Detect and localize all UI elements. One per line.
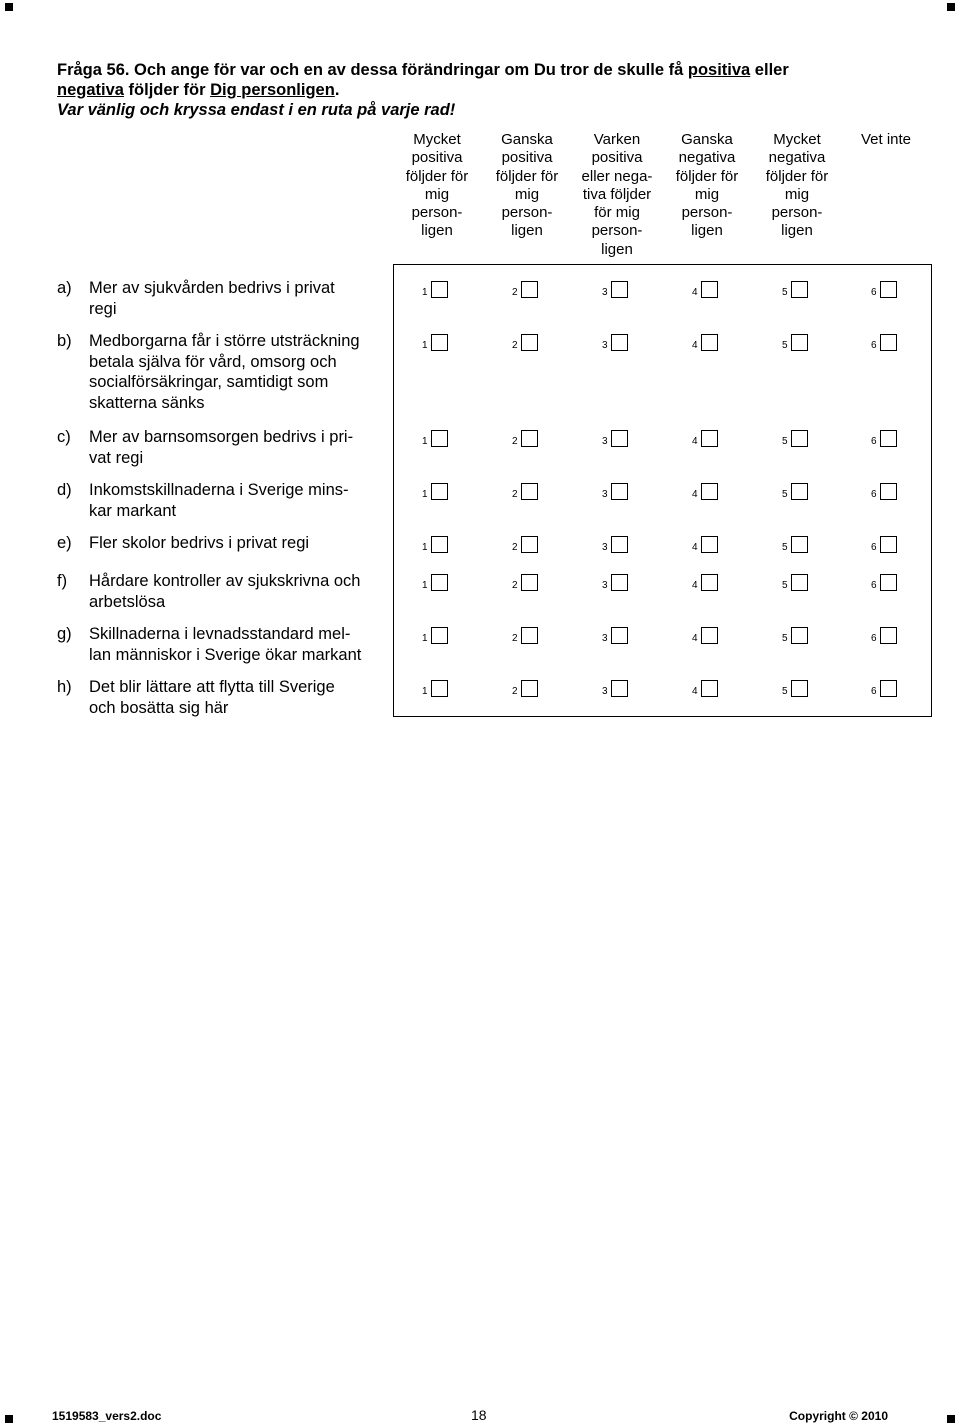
column-header-5: Mycket negativa följder för mig person- ligen — [765, 131, 829, 240]
answer-option[interactable] — [602, 624, 662, 644]
checkbox[interactable] — [521, 627, 538, 644]
answer-option[interactable] — [602, 677, 662, 697]
answer-option[interactable] — [692, 331, 752, 351]
question-line-2: negativa följder för Dig personligen. — [57, 81, 340, 99]
footer-page-number: 18 — [471, 1407, 487, 1423]
answer-option[interactable] — [422, 278, 482, 298]
answer-option[interactable] — [422, 624, 482, 644]
option-number: 5 — [782, 633, 788, 644]
answer-option[interactable] — [602, 533, 662, 553]
option-number: 6 — [871, 686, 877, 697]
option-number: 2 — [512, 542, 518, 553]
answer-option[interactable] — [512, 427, 572, 447]
checkbox[interactable] — [880, 680, 897, 697]
option-number: 2 — [512, 633, 518, 644]
checkbox[interactable] — [701, 281, 718, 298]
option-number: 1 — [422, 686, 428, 697]
checkbox[interactable] — [701, 680, 718, 697]
question-heading — [57, 60, 917, 120]
option-number: 3 — [602, 580, 608, 591]
checkbox[interactable] — [611, 483, 628, 500]
option-number: 1 — [422, 489, 428, 500]
option-number: 1 — [422, 580, 428, 591]
answer-option[interactable] — [692, 278, 752, 298]
option-number: 2 — [512, 436, 518, 447]
answer-option[interactable] — [602, 480, 662, 500]
option-number: 1 — [422, 633, 428, 644]
option-number: 3 — [602, 436, 608, 447]
option-number: 2 — [512, 686, 518, 697]
checkbox[interactable] — [791, 680, 808, 697]
answer-option[interactable] — [602, 427, 662, 447]
option-number: 3 — [602, 340, 608, 351]
checkbox[interactable] — [611, 680, 628, 697]
column-header-2: Ganska positiva följder för mig person- ligen — [495, 131, 559, 240]
checkbox[interactable] — [791, 483, 808, 500]
corner-mark — [5, 3, 13, 11]
checkbox[interactable] — [701, 483, 718, 500]
answer-option[interactable] — [512, 677, 572, 697]
option-number: 3 — [602, 633, 608, 644]
checkbox[interactable] — [880, 430, 897, 447]
answer-option[interactable] — [422, 533, 482, 553]
answer-option[interactable] — [782, 427, 842, 447]
row-text: Medborgarna får i större utsträckning betala själva för vård, omsorg och socialförsäkringar, samtidigt som skatterna sänks — [89, 332, 360, 412]
answer-option[interactable] — [692, 624, 752, 644]
checkbox[interactable] — [521, 483, 538, 500]
option-number: 2 — [512, 489, 518, 500]
option-number: 5 — [782, 436, 788, 447]
checkbox[interactable] — [611, 430, 628, 447]
option-number: 6 — [871, 436, 877, 447]
checkbox[interactable] — [521, 281, 538, 298]
checkbox[interactable] — [431, 334, 448, 351]
checkbox[interactable] — [431, 281, 448, 298]
footer-copyright: Copyright © 2010 — [789, 1409, 888, 1423]
answer-option[interactable] — [871, 278, 931, 298]
footer-doc-id: 1519583_vers2.doc — [52, 1409, 162, 1423]
checkbox[interactable] — [791, 536, 808, 553]
checkbox[interactable] — [701, 627, 718, 644]
checkbox[interactable] — [611, 334, 628, 351]
checkbox[interactable] — [880, 281, 897, 298]
answer-option[interactable] — [602, 331, 662, 351]
answer-option[interactable] — [422, 677, 482, 697]
answer-option[interactable] — [422, 427, 482, 447]
answer-option[interactable] — [692, 677, 752, 697]
option-number: 3 — [602, 542, 608, 553]
answer-option[interactable] — [422, 571, 482, 591]
row-letter: g) — [57, 625, 72, 643]
checkbox[interactable] — [880, 334, 897, 351]
row-text: Mer av sjukvården bedrivs i privat regi — [89, 279, 335, 318]
option-number: 2 — [512, 287, 518, 298]
answer-option[interactable] — [871, 480, 931, 500]
option-number: 3 — [602, 489, 608, 500]
option-number: 4 — [692, 686, 698, 697]
checkbox[interactable] — [521, 334, 538, 351]
answer-option[interactable] — [692, 427, 752, 447]
row-text: Mer av barnsomsorgen bedrivs i pri- vat regi — [89, 428, 354, 467]
option-number: 6 — [871, 340, 877, 351]
checkbox[interactable] — [431, 680, 448, 697]
row-letter: f) — [57, 572, 68, 590]
row-letter: c) — [57, 428, 71, 446]
checkbox[interactable] — [791, 627, 808, 644]
option-number: 3 — [602, 287, 608, 298]
checkbox[interactable] — [611, 281, 628, 298]
answer-option[interactable] — [782, 571, 842, 591]
checkbox[interactable] — [880, 483, 897, 500]
option-number: 5 — [782, 542, 788, 553]
row-text: Fler skolor bedrivs i privat regi — [89, 534, 310, 552]
option-number: 1 — [422, 436, 428, 447]
option-number: 5 — [782, 580, 788, 591]
option-number: 4 — [692, 436, 698, 447]
answer-option[interactable] — [602, 278, 662, 298]
answer-option[interactable] — [422, 331, 482, 351]
option-number: 6 — [871, 542, 877, 553]
option-number: 6 — [871, 287, 877, 298]
answer-option[interactable] — [782, 677, 842, 697]
checkbox[interactable] — [521, 574, 538, 591]
option-number: 3 — [602, 686, 608, 697]
column-header-6: Vet inte — [860, 131, 912, 148]
checkbox[interactable] — [431, 483, 448, 500]
answer-option[interactable] — [602, 571, 662, 591]
answer-option[interactable] — [871, 427, 931, 447]
answer-option[interactable] — [782, 624, 842, 644]
option-number: 4 — [692, 340, 698, 351]
answer-option[interactable] — [871, 571, 931, 591]
checkbox[interactable] — [611, 627, 628, 644]
checkbox[interactable] — [880, 536, 897, 553]
option-number: 5 — [782, 287, 788, 298]
option-number: 1 — [422, 340, 428, 351]
checkbox[interactable] — [791, 281, 808, 298]
option-number: 1 — [422, 542, 428, 553]
checkbox[interactable] — [880, 574, 897, 591]
option-number: 2 — [512, 580, 518, 591]
answer-option[interactable] — [512, 624, 572, 644]
underlined-positiva: positiva — [687, 61, 751, 79]
option-number: 5 — [782, 489, 788, 500]
answer-option[interactable] — [782, 480, 842, 500]
checkbox[interactable] — [431, 574, 448, 591]
checkbox[interactable] — [880, 627, 897, 644]
answer-option[interactable] — [692, 480, 752, 500]
option-number: 6 — [871, 580, 877, 591]
answer-option[interactable] — [512, 533, 572, 553]
underlined-dig-personligen: Dig personligen — [210, 81, 335, 99]
answer-option[interactable] — [512, 480, 572, 500]
answer-option[interactable] — [871, 677, 931, 697]
checkbox[interactable] — [701, 430, 718, 447]
option-number: 4 — [692, 633, 698, 644]
answer-option[interactable] — [692, 571, 752, 591]
answer-option[interactable] — [782, 331, 842, 351]
answer-option[interactable] — [871, 331, 931, 351]
option-number: 4 — [692, 489, 698, 500]
checkbox[interactable] — [431, 536, 448, 553]
option-number: 5 — [782, 686, 788, 697]
corner-mark — [947, 3, 955, 11]
checkbox[interactable] — [431, 430, 448, 447]
answer-option[interactable] — [782, 533, 842, 553]
column-header-4: Ganska negativa följder för mig person- ligen — [675, 131, 739, 240]
option-number: 4 — [692, 580, 698, 591]
row-letter: e) — [57, 534, 72, 552]
column-header-1: Mycket positiva följder för mig person- ligen — [405, 131, 469, 240]
checkbox[interactable] — [521, 430, 538, 447]
option-number: 2 — [512, 340, 518, 351]
row-text: Skillnaderna i levnadsstandard mel- lan människor i Sverige ökar markant — [89, 625, 362, 664]
option-number: 6 — [871, 489, 877, 500]
answer-option[interactable] — [512, 278, 572, 298]
answer-option[interactable] — [871, 624, 931, 644]
checkbox[interactable] — [791, 334, 808, 351]
checkbox[interactable] — [701, 334, 718, 351]
row-text: Det blir lättare att flytta till Sverige och bosätta sig här — [89, 678, 335, 717]
checkbox[interactable] — [611, 536, 628, 553]
checkbox[interactable] — [791, 574, 808, 591]
row-letter: a) — [57, 279, 72, 297]
checkbox[interactable] — [611, 574, 628, 591]
option-number: 5 — [782, 340, 788, 351]
row-letter: h) — [57, 678, 72, 696]
row-text: Inkomstskillnaderna i Sverige mins- kar markant — [89, 481, 349, 520]
checkbox[interactable] — [521, 536, 538, 553]
answer-option[interactable] — [871, 533, 931, 553]
corner-mark — [5, 1415, 13, 1423]
corner-mark — [947, 1415, 955, 1423]
question-line-1: Fråga 56. Och ange för var och en av dessa förändringar om Du tror de skulle få positiva eller — [57, 61, 789, 79]
option-number: 6 — [871, 633, 877, 644]
option-number: 4 — [692, 287, 698, 298]
option-number: 1 — [422, 287, 428, 298]
checkbox[interactable] — [701, 574, 718, 591]
checkbox[interactable] — [521, 680, 538, 697]
answer-option[interactable] — [422, 480, 482, 500]
option-number: 4 — [692, 542, 698, 553]
checkbox[interactable] — [701, 536, 718, 553]
underlined-negativa: negativa — [57, 81, 124, 99]
checkbox[interactable] — [791, 430, 808, 447]
checkbox[interactable] — [431, 627, 448, 644]
row-letter: b) — [57, 332, 72, 350]
question-instruction: Var vänlig och kryssa endast i en ruta på varje rad! — [57, 101, 456, 119]
answer-option[interactable] — [692, 533, 752, 553]
answer-option[interactable] — [512, 331, 572, 351]
row-text: Hårdare kontroller av sjukskrivna och arbetslösa — [89, 572, 361, 611]
column-header-3: Varken positiva eller nega- tiva följder för mig person- ligen — [581, 131, 653, 258]
row-letter: d) — [57, 481, 72, 499]
answer-option[interactable] — [512, 571, 572, 591]
answer-option[interactable] — [782, 278, 842, 298]
